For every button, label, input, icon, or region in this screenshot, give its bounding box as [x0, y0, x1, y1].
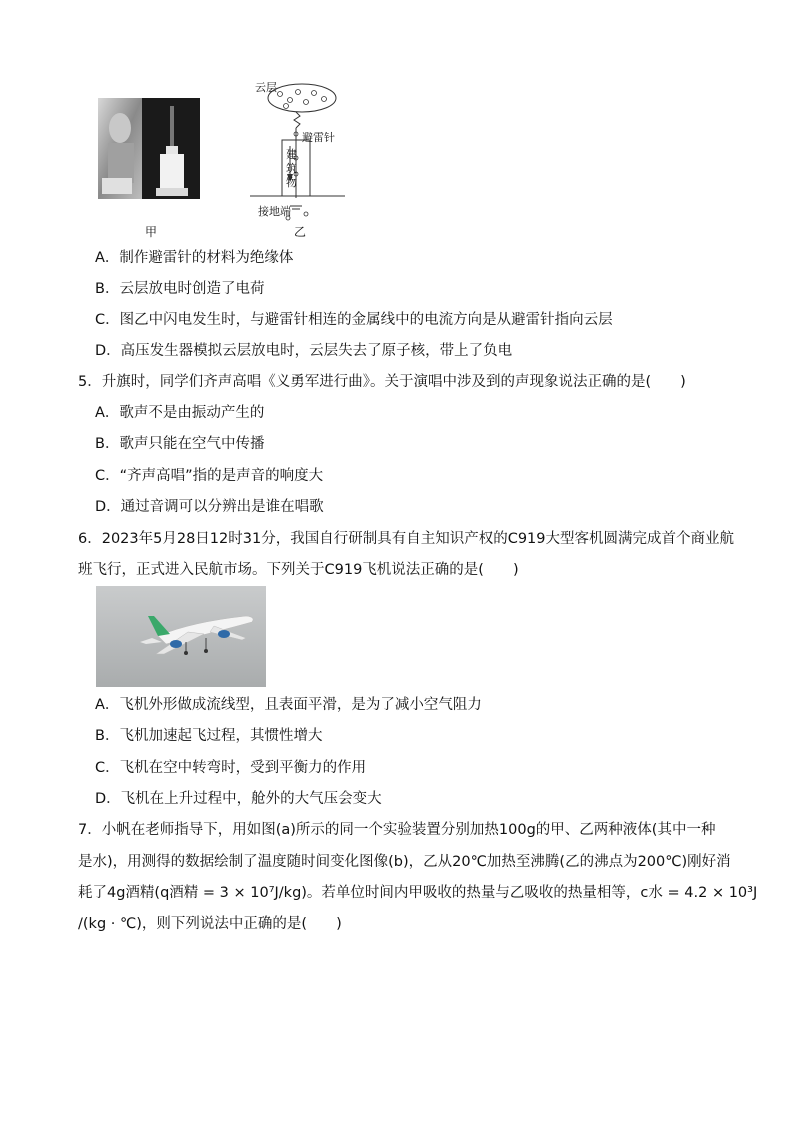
q6-option-c: C．飞机在空中转弯时，受到平衡力的作用 — [95, 760, 367, 776]
figure-jia-photo — [98, 98, 200, 199]
q6-stem-line1: 6．2023年5月28日12时31分，我国自行研制具有自主知识产权的C919大型客机圆满完成首个商业航 — [78, 531, 735, 547]
q6-option-a: A．飞机外形做成流线型，且表面平滑，是为了减小空气阻力 — [95, 697, 482, 713]
airplane-image — [96, 586, 266, 687]
q5-stem: 5．升旗时，同学们齐声高唱《义勇军进行曲》。关于演唱中涉及到的声现象说法正确的是( ) — [78, 374, 686, 390]
figure-jia-image — [98, 98, 200, 199]
q7-line4: /(kg · ℃)，则下列说法中正确的是( ) — [78, 916, 342, 932]
q6-stem-line2: 班飞行，正式进入民航市场。下列关于C919飞机说法正确的是( ) — [78, 562, 519, 578]
q4-option-c: C．图乙中闪电发生时，与避雷针相连的金属线中的电流方向是从避雷针指向云层 — [95, 312, 613, 328]
q6-option-d: D．飞机在上升过程中，舱外的大气压会变大 — [95, 791, 382, 807]
q5-option-a: A．歌声不是由振动产生的 — [95, 405, 265, 421]
q4-option-b: B．云层放电时创造了电荷 — [95, 281, 265, 297]
building-label: 建筑物 — [286, 148, 297, 189]
q5-option-b: B．歌声只能在空气中传播 — [95, 436, 265, 452]
q5-option-c: C．“齐声高唱”指的是声音的响度大 — [95, 468, 324, 484]
q4-option-a: A．制作避雷针的材料为绝缘体 — [95, 250, 294, 266]
q4-option-d: D．高压发生器模拟云层放电时，云层失去了原子核，带上了负电 — [95, 343, 513, 359]
lightning-rod-label: 避雷针 — [302, 131, 335, 144]
q6-option-b: B．飞机加速起飞过程，其惯性增大 — [95, 728, 323, 744]
c919-airplane-photo — [96, 586, 266, 687]
q7-line1: 7．小帆在老师指导下，用如图(a)所示的同一个实验装置分别加热100g的甲、乙两种液体(其中一种 — [78, 822, 716, 838]
q7-line3: 耗了4g酒精(q酒精 = 3 × 10⁷J/kg)。若单位时间内甲吸收的热量与乙吸收的热量相等，c水 = 4.2 × 10³J — [78, 885, 758, 901]
figure-jia-label: 甲 — [145, 225, 158, 239]
q5-option-d: D．通过音调可以分辨出是谁在唱歌 — [95, 499, 324, 515]
cloud-label: 云层 — [255, 81, 277, 94]
ground-terminal-label: 接地端 — [258, 205, 291, 218]
q7-line2: 是水)，用测得的数据绘制了温度随时间变化图像(b)，乙从20℃加热至沸腾(乙的沸点为200℃)刚好消 — [78, 854, 731, 870]
figure-yi-label: 乙 — [294, 225, 307, 239]
